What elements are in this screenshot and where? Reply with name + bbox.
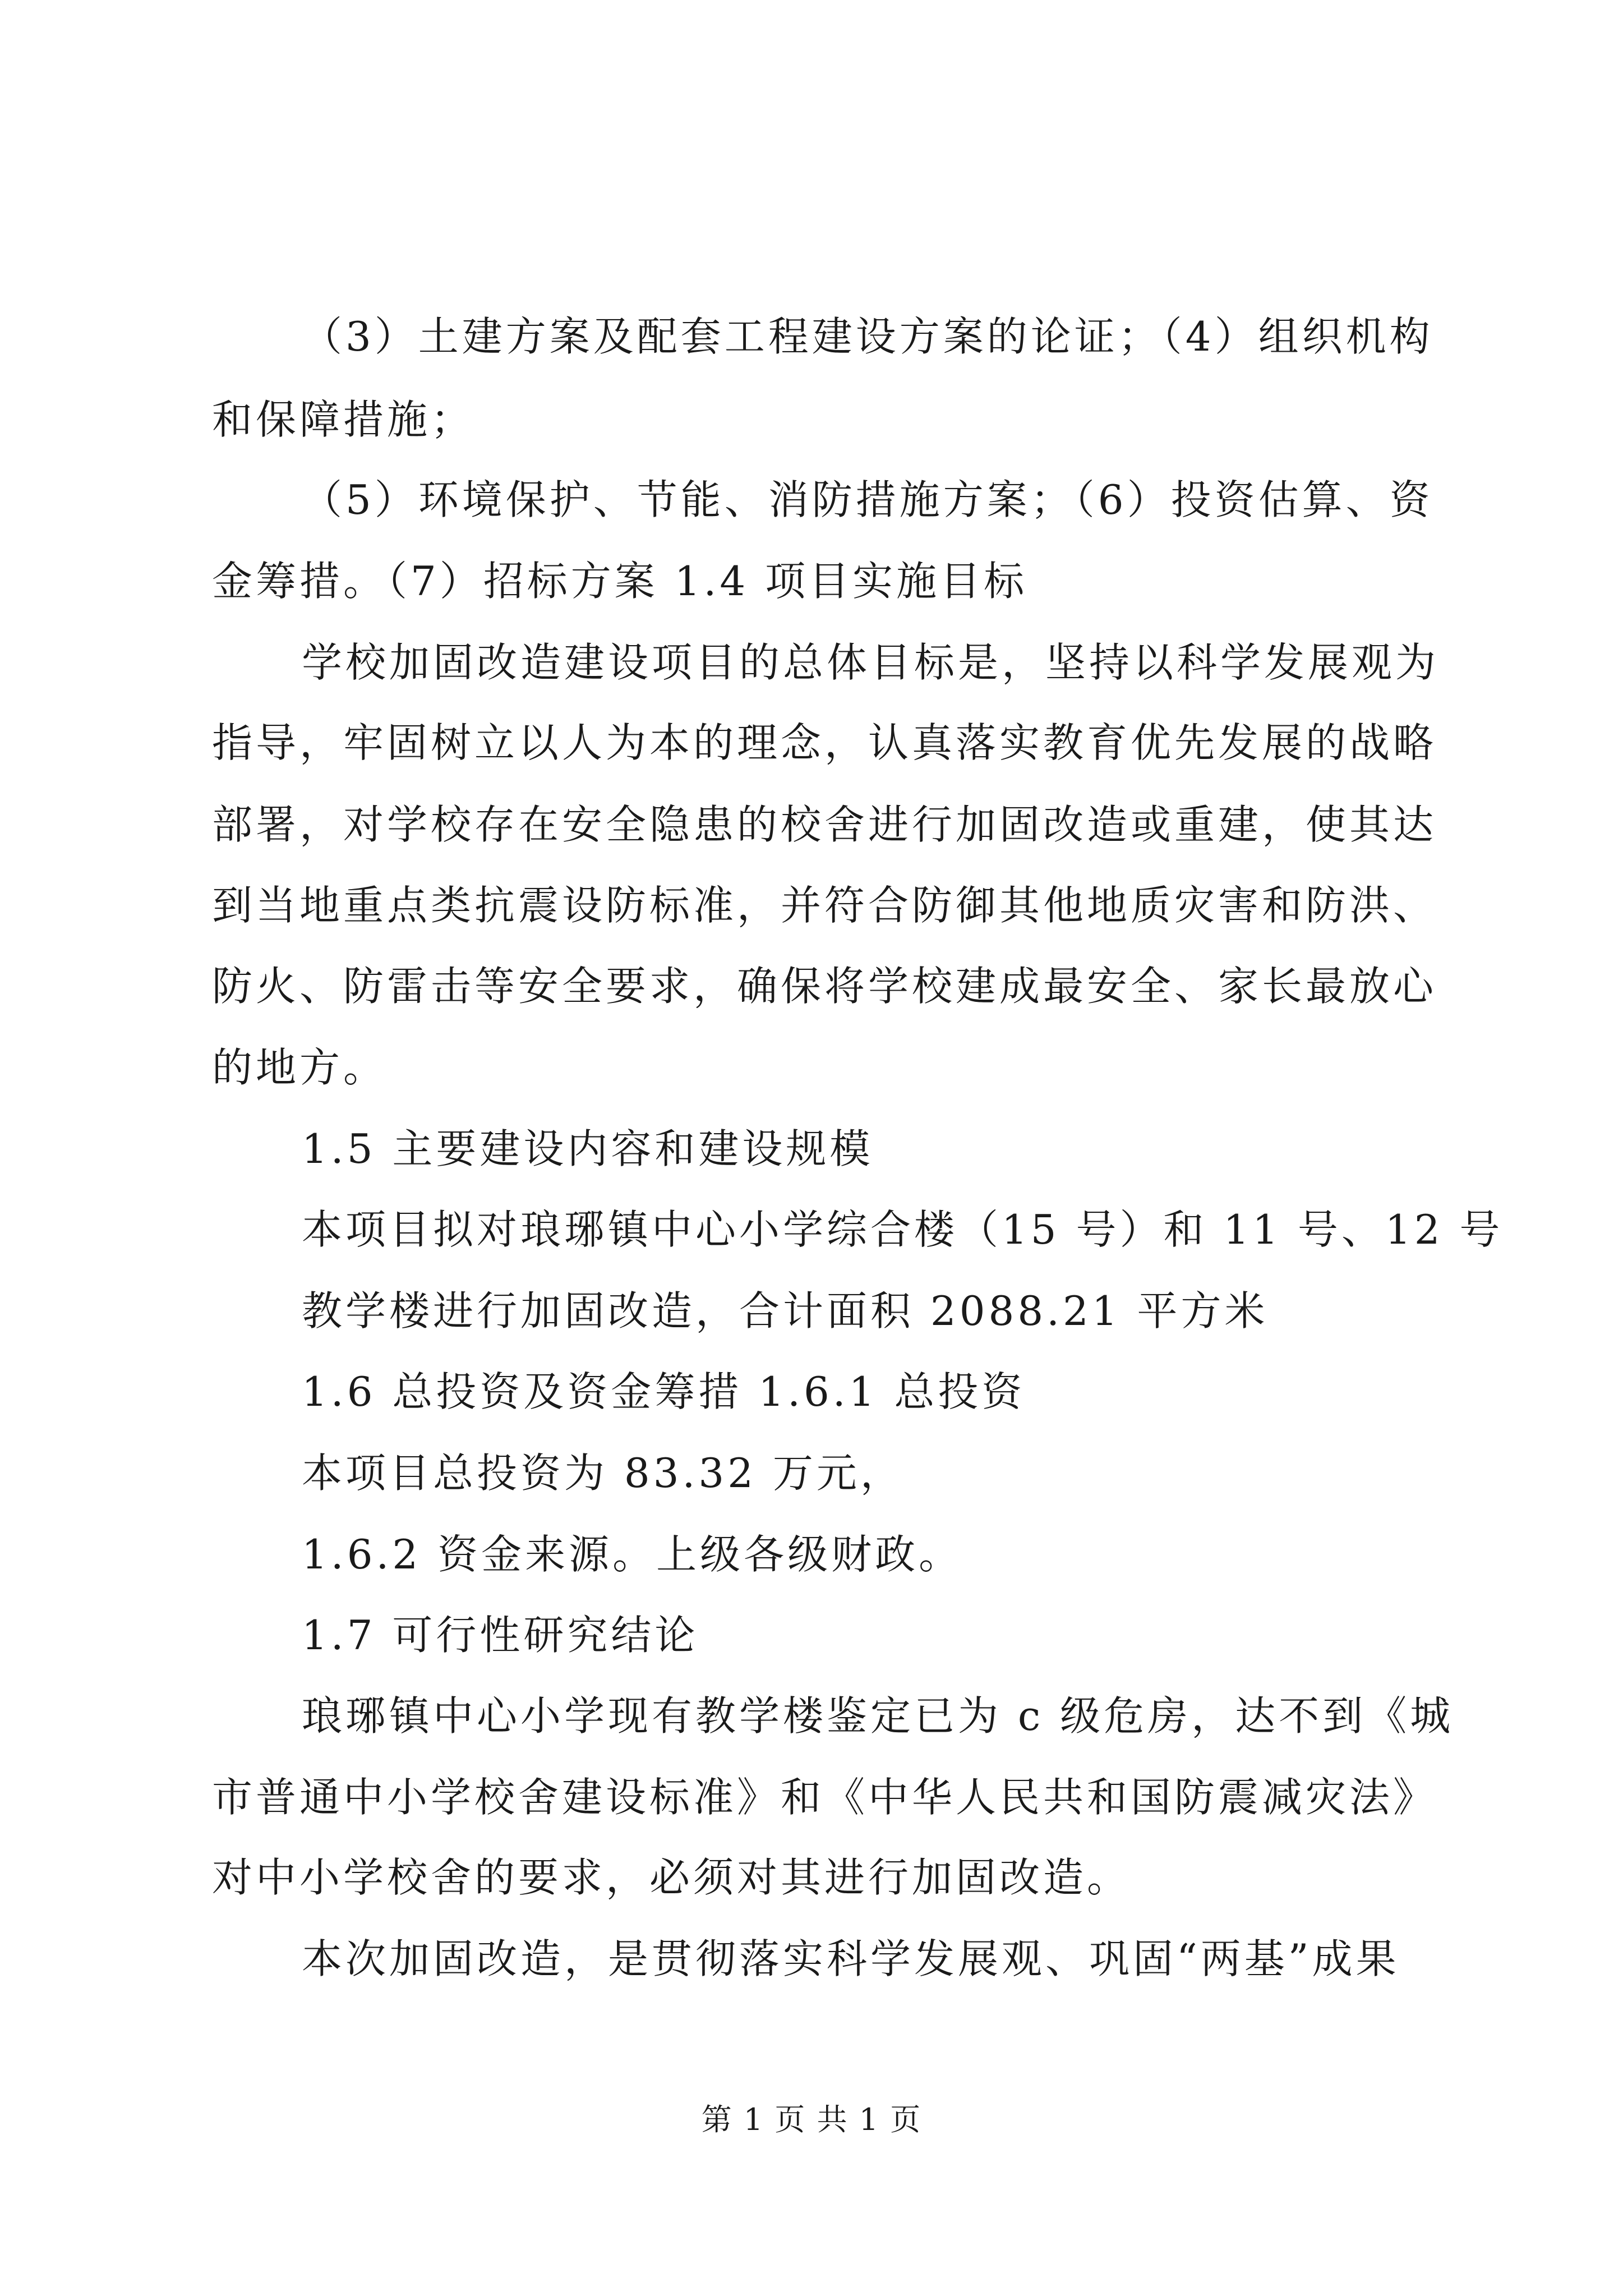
- text-line: （3）土建方案及配套工程建设方案的论证；（4）组织机构: [302, 313, 1433, 360]
- text-line: 本项目拟对琅琊镇中心小学综合楼（15 号）和 11 号、12 号: [302, 1206, 1504, 1253]
- text-line: 部署，对学校存在安全隐患的校舍进行加固改造或重建，使其达: [212, 801, 1437, 848]
- text-line: 1.7 可行性研究结论: [302, 1612, 699, 1659]
- text-line: 1.6 总投资及资金筹措 1.6.1 总投资: [302, 1368, 1026, 1415]
- text-line: 教学楼进行加固改造，合计面积 2088.21 平方米: [302, 1287, 1269, 1335]
- text-line: 琅琊镇中心小学现有教学楼鉴定已为 c 级危房，达不到《城: [302, 1692, 1454, 1740]
- text-line: 金筹措。（7）招标方案 1.4 项目实施目标: [212, 558, 1028, 605]
- text-line: 防火、防雷击等安全要求，确保将学校建成最安全、家长最放心: [212, 963, 1437, 1010]
- text-line: 市普通中小学校舍建设标准》和《中华人民共和国防震减灾法》: [212, 1774, 1437, 1821]
- text-line: 的地方。: [212, 1044, 388, 1091]
- text-line: 本次加固改造，是贯彻落实科学发展观、巩固“两基”成果: [302, 1935, 1400, 1982]
- page-footer: 第 1 页 共 1 页: [701, 2102, 922, 2137]
- text-line: 1.5 主要建设内容和建设规模: [302, 1125, 874, 1172]
- text-line: 指导，牢固树立以人为本的理念，认真落实教育优先发展的战略: [212, 719, 1437, 766]
- text-line: 和保障措施；: [212, 396, 475, 443]
- text-line: 学校加固改造建设项目的总体目标是，坚持以科学发展观为: [302, 639, 1440, 686]
- text-line: （5）环境保护、节能、消防措施方案；（6）投资估算、资: [302, 476, 1433, 523]
- text-line: 1.6.2 资金来源。上级各级财政。: [302, 1531, 963, 1578]
- text-line: 到当地重点类抗震设防标准，并符合防御其他地质灾害和防洪、: [212, 882, 1437, 929]
- text-line: 对中小学校舍的要求，必须对其进行加固改造。: [212, 1854, 1131, 1901]
- text-line: 本项目总投资为 83.32 万元，: [302, 1450, 904, 1497]
